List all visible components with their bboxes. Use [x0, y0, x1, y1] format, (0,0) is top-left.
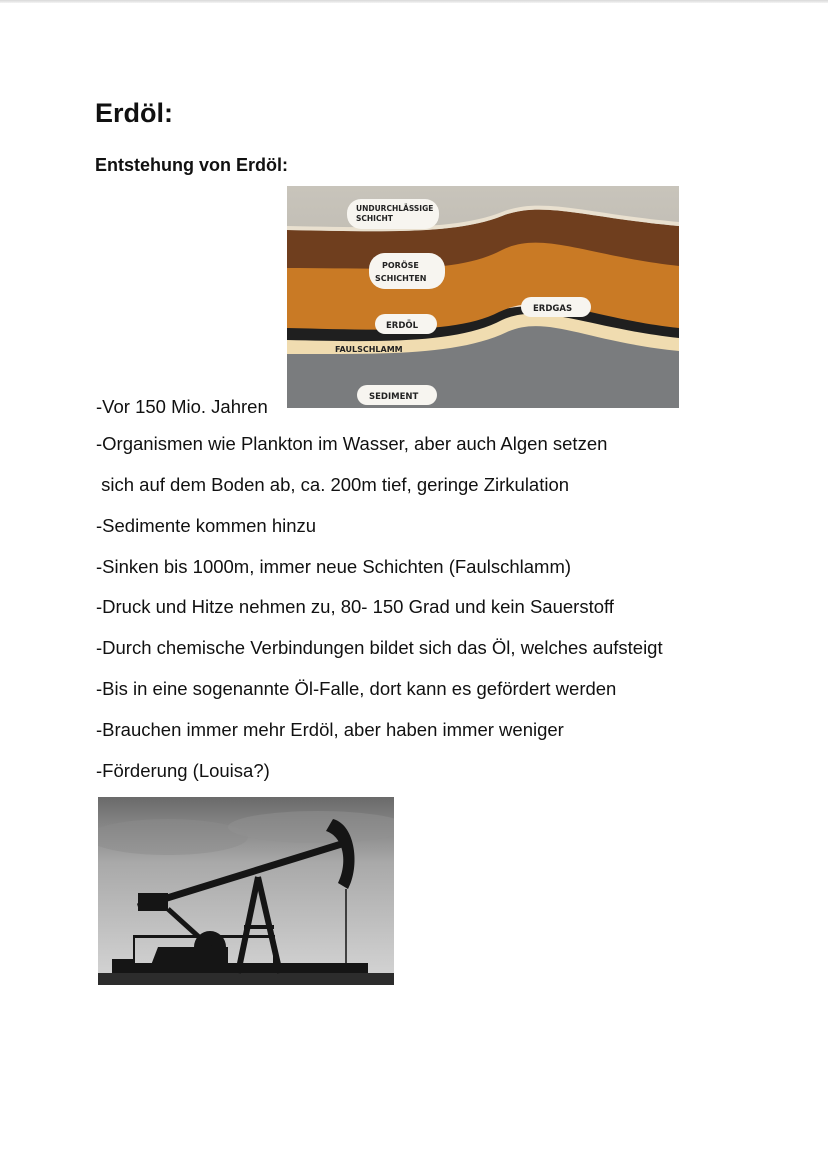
- text-line-6: -Druck und Hitze nehmen zu, 80- 150 Grad und kein Sauerstoff: [96, 596, 614, 617]
- label-oil: [375, 314, 437, 334]
- svg-text:PORÖSE: PORÖSE: [382, 261, 419, 270]
- ground: [98, 973, 394, 985]
- svg-text:ERDÖL: ERDÖL: [386, 321, 419, 331]
- svg-text:SCHICHTEN: SCHICHTEN: [375, 274, 427, 283]
- oil-formation-diagram: [287, 186, 679, 408]
- text-line-5: -Sinken bis 1000m, immer neue Schichten (Faulschlamm): [96, 556, 572, 577]
- svg-text:ERDGAS: ERDGAS: [533, 304, 573, 314]
- text-line-4: -Sedimente kommen hinzu: [96, 515, 317, 536]
- label-gas: [521, 297, 591, 317]
- label-sediment: [357, 385, 437, 405]
- svg-text:FAULSCHLAMM: FAULSCHLAMM: [335, 345, 403, 354]
- svg-text:UNDURCHLÄSSIGE: UNDURCHLÄSSIGE: [356, 204, 434, 213]
- text-line-7: -Durch chemische Verbindungen bildet sich das Öl, welches aufsteigt: [96, 637, 663, 658]
- text-line-10: -Förderung (Louisa?): [96, 760, 270, 781]
- text-line-2: -Organismen wie Plankton im Wasser, aber auch Algen setzen: [96, 433, 608, 454]
- top-edge: [0, 0, 828, 3]
- page-title: Erdöl:: [95, 98, 173, 128]
- label-sludge: [335, 345, 403, 354]
- text-line-1: -Vor 150 Mio. Jahren: [96, 396, 268, 417]
- svg-text:SEDIMENT: SEDIMENT: [369, 392, 419, 402]
- svg-text:SCHICHT: SCHICHT: [356, 214, 393, 223]
- label-impermeable: [347, 199, 439, 229]
- text-line-8: -Bis in eine sogenannte Öl-Falle, dort kann es gefördert werden: [96, 678, 617, 699]
- text-line-9: -Brauchen immer mehr Erdöl, aber haben immer weniger: [96, 719, 564, 740]
- section-subtitle: Entstehung von Erdöl:: [95, 155, 288, 175]
- label-porous: [369, 253, 445, 289]
- pumpjack-photo: [98, 797, 394, 985]
- text-line-3: sich auf dem Boden ab, ca. 200m tief, geringe Zirkulation: [96, 474, 570, 495]
